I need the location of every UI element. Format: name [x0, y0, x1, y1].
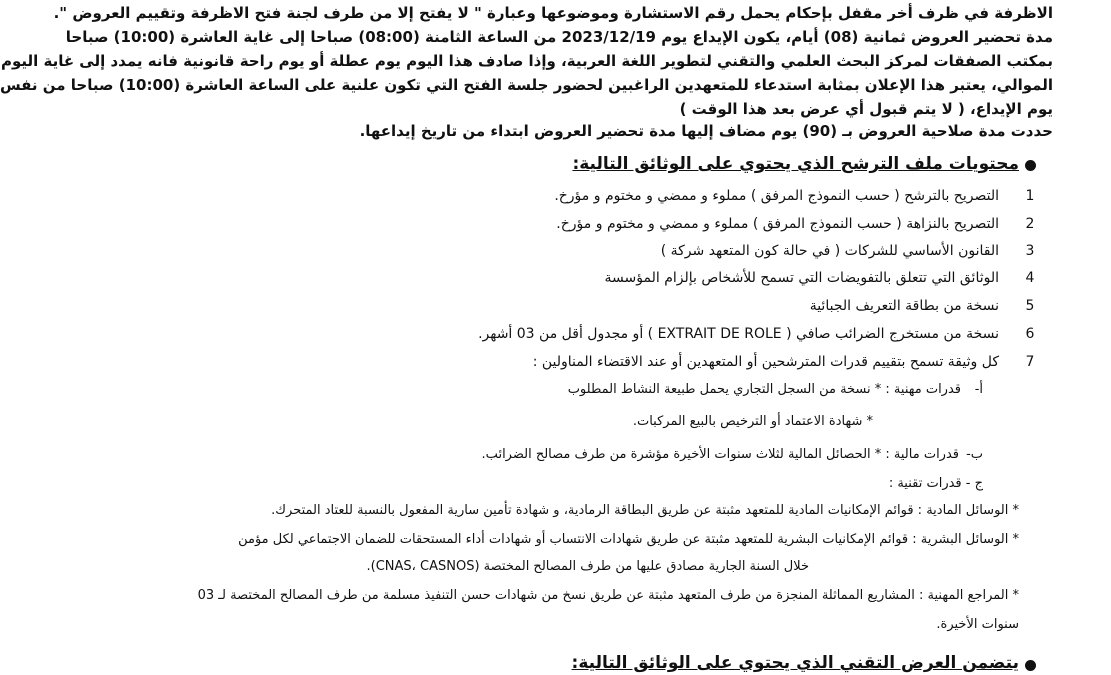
- item-text: التصريح بالترشح ( حسب النموذج المرفق ) مملوء و ممضي و مختوم و مؤرخ.: [554, 188, 999, 204]
- sub-a-line2: * شهادة الاعتماد أو الترخيص بالبيع المركبات.: [632, 414, 873, 429]
- tech-references-line2: سنوات الأخيرة.: [936, 617, 1019, 632]
- item-number: 6: [1025, 326, 1035, 342]
- intro-line-1: الاظرفة في ظرف أخر مقفل بإحكام يحمل رقم الاستشارة وموضوعها وعبارة " لا يفتح إلا من طرف لجنة فتح الاظرفة وتقييم العروض ".: [53, 4, 1053, 22]
- item-number: 5: [1025, 298, 1035, 314]
- item-text: نسخة من بطاقة التعريف الجبائية: [809, 298, 999, 314]
- sub-b-label: ب-: [966, 447, 983, 462]
- item-text: كل وثيقة تسمح بتقييم قدرات المترشحين أو المتعهدين أو عند الاقتضاء المناولين :: [532, 354, 999, 370]
- bullet-dot-icon: [1025, 660, 1036, 671]
- tech-human-line2: خلال السنة الجارية مصادق عليها من طرف المصالح المختصة (CNAS، CASNOS).: [366, 559, 809, 574]
- item-number: 2: [1025, 216, 1035, 232]
- item-number: 4: [1025, 270, 1035, 286]
- sub-b-text: قدرات مالية : * الحصائل المالية لثلاث سنوات الأخيرة مؤشرة من طرف مصالح الضرائب.: [481, 447, 959, 462]
- item-number: 3: [1025, 243, 1035, 259]
- item-number: 1: [1025, 188, 1035, 204]
- intro-line-3: بمكتب الصفقات لمركز البحث العلمي والتقني لتطوير اللغة العربية، وإذا صادف هذا اليوم يوم عطلة أو يوم راحة قانونية فانه يمدد إلى غاية اليوم: [0, 52, 1053, 70]
- sub-a-label: أ-: [974, 382, 983, 397]
- list-item: [479, 270, 1039, 292]
- list-item: [479, 188, 1039, 210]
- list-item: [419, 326, 1039, 348]
- section1-heading: محتويات ملف الترشح الذي يحتوي على الوثائق التالية:: [572, 154, 1019, 174]
- tech-references-line1: * المراجع المهنية : المشاريع المماثلة المنجزة من طرف المتعهد مثبتة عن طريق نسخ من شهادات حسن التنفيذ مسلمة من طرف المصالح المختصة لـ 03: [197, 588, 1019, 603]
- intro-line-5: يوم الإيداع، ( لا يتم قبول أي عرض بعد هذا الوقت ): [679, 100, 1053, 118]
- list-item: [479, 243, 1039, 265]
- item-text: نسخة من مستخرج الضرائب صافي ( EXTRAIT DE ROLE ) أو مجدول أقل من 03 أشهر.: [478, 326, 999, 342]
- list-item: [439, 354, 1039, 376]
- item-text: القانون الأساسي للشركات ( في حالة كون المتعهد شركة ): [660, 243, 999, 259]
- tech-human-line1: * الوسائل البشرية : قوائم الإمكانيات البشرية للمتعهد مثبتة عن طريق شهادات الانتساب أو شهادات أداء المستحقات للضمان الاجتماعي لكل مؤمن: [238, 532, 1019, 547]
- sub-a-line1: قدرات مهنية : * نسخة من السجل التجاري يحمل طبيعة النشاط المطلوب: [567, 382, 961, 397]
- item-text: التصريح بالنزاهة ( حسب النموذج المرفق ) مملوء و ممضي و مختوم و مؤرخ.: [556, 216, 999, 232]
- intro-line-6: حددت مدة صلاحية العروض بـ (90) يوم مضاف إليها مدة تحضير العروض ابتداء من تاريخ إيداعها.: [359, 122, 1053, 140]
- intro-line-2: مدة تحضير العروض ثمانية (08) أيام، يكون الإيداع يوم 2023/12/19 من الساعة الثامنة (08:00) صباحا إلى غاية العاشرة (10:00) صباحا: [65, 28, 1053, 46]
- section2-heading: يتضمن العرض التقني الذي يحتوي على الوثائق التالية:: [571, 653, 1019, 673]
- item-text: الوثائق التي تتعلق بالتفويضات التي تسمح للأشخاص بإلزام المؤسسة: [604, 270, 999, 286]
- tech-material: * الوسائل المادية : قوائم الإمكانيات المادية للمتعهد مثبتة عن طريق البطاقة الرمادية، و شهادة تأمين سارية المفعول بالنسبة للعتاد المتحرك.: [271, 503, 1019, 518]
- intro-line-4: الموالي، يعتبر هذا الإعلان بمثابة استدعاء للمتعهدين الراغبين لحضور جلسة الفتح التي تكون علنية على الساعة العاشرة (10:00) صباحا من نفس: [0, 76, 1053, 94]
- item-number: 7: [1025, 354, 1035, 370]
- sub-c-text: ج - قدرات تقنية :: [888, 476, 983, 491]
- bullet-dot-icon: [1025, 160, 1036, 171]
- list-item: [479, 216, 1039, 238]
- list-item: [479, 298, 1039, 320]
